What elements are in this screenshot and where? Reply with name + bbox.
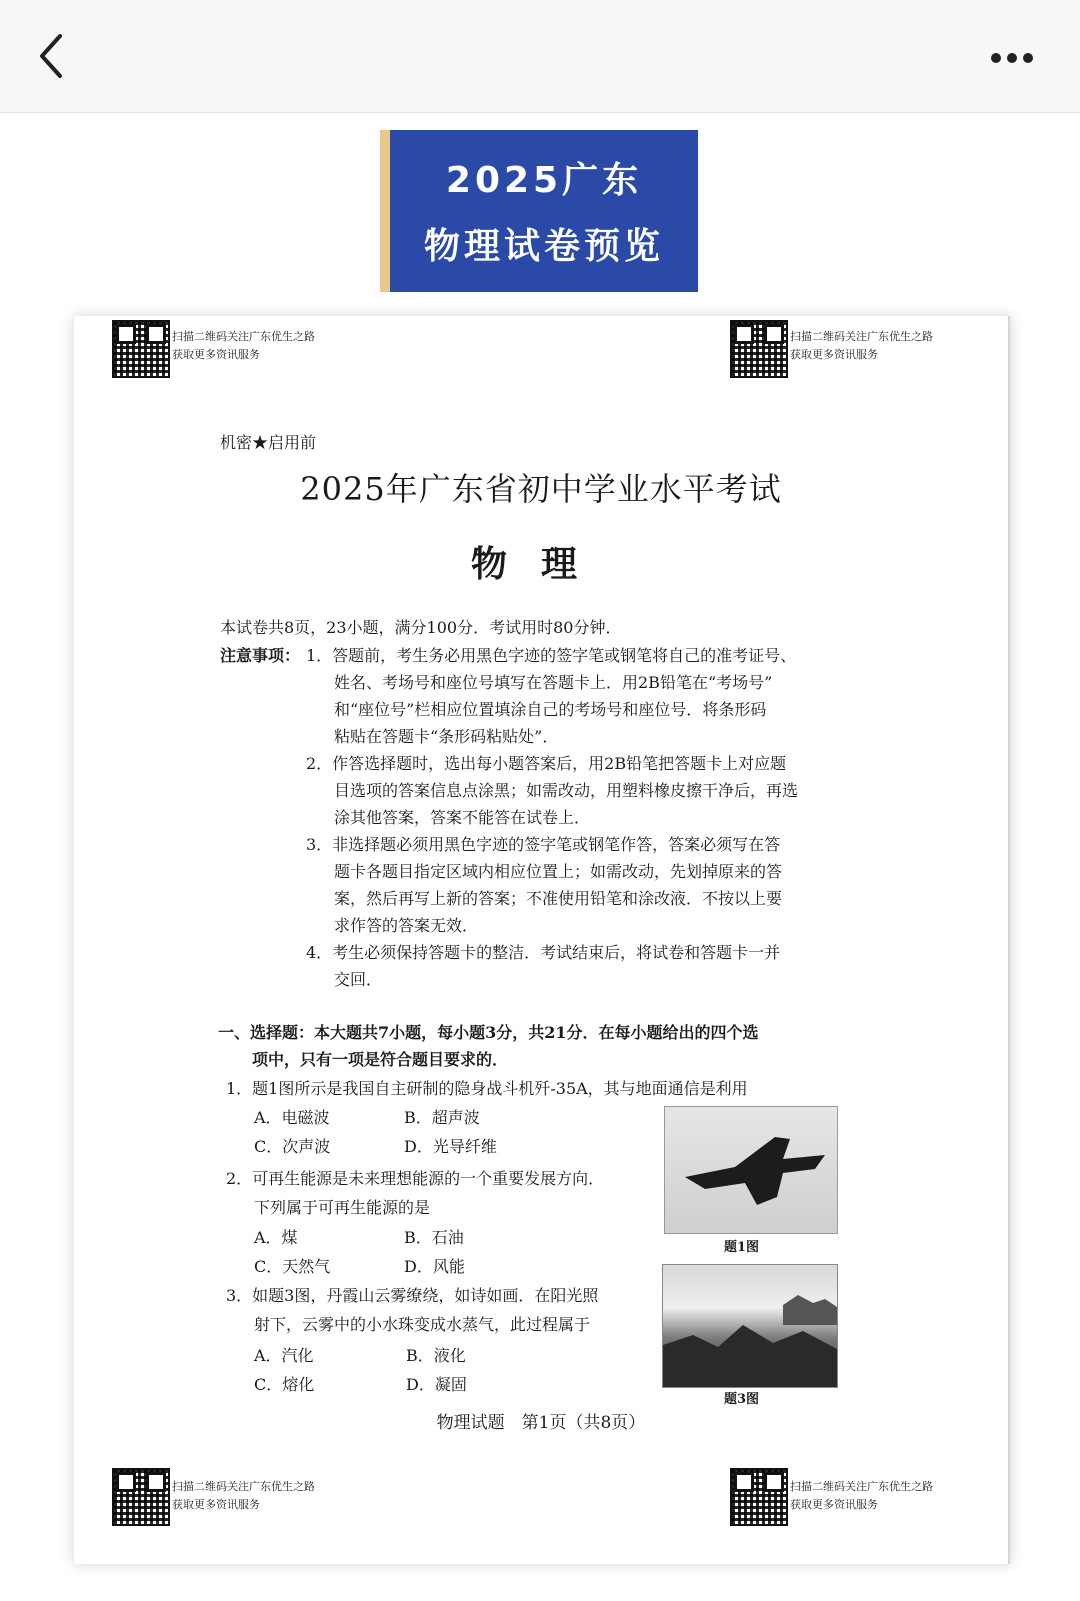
qr-code-icon — [730, 320, 788, 378]
q3-option-c: C．熔化 — [254, 1375, 315, 1394]
top-nav-bar — [0, 0, 1080, 113]
cover-banner — [380, 130, 698, 292]
qr-caption — [790, 328, 933, 364]
question-1-stem: 1．题1图所示是我国自主研制的隐身战斗机歼-35A，其与地面通信是利用 — [226, 1079, 748, 1098]
notice-line: 姓名、考场号和座位号填写在答题卡上．用2B铅笔在“考场号” — [334, 673, 773, 692]
q2-option-d: D．风能 — [404, 1257, 465, 1276]
notice-line: 求作答的答案无效． — [334, 916, 479, 935]
qr-code-icon — [112, 320, 170, 378]
qr-caption — [172, 328, 315, 364]
section-heading-cont: 项中，只有一项是符合题目要求的． — [252, 1050, 509, 1069]
notice-line: 1．答题前，考生务必用黑色字迹的签字笔或钢笔将自己的准考证号、 — [306, 646, 797, 665]
qr-caption-line2: 获取更多资讯服务 — [172, 1498, 260, 1511]
question-3-stem: 3．如题3图，丹霞山云雾缭绕，如诗如画．在阳光照 — [226, 1286, 599, 1305]
qr-caption-line2: 获取更多资讯服务 — [790, 1498, 878, 1511]
q3-option-a: A．汽化 — [254, 1346, 314, 1365]
q2-option-a: A．煤 — [254, 1228, 298, 1247]
cover-line-1: 2025广东 — [445, 160, 643, 201]
question-2-stem-cont: 下列属于可再生能源的是 — [254, 1198, 431, 1217]
q3-option-b: B．液化 — [406, 1346, 466, 1365]
mountain-cloud-figure — [662, 1264, 838, 1388]
figure-3-caption: 题3图 — [724, 1392, 760, 1407]
qr-caption-line2: 获取更多资讯服务 — [790, 348, 878, 361]
question-2-stem: 2．可再生能源是未来理想能源的一个重要发展方向． — [226, 1169, 605, 1188]
notice-line: 3．非选择题必须用黑色字迹的签字笔或钢笔作答，答案必须写在答 — [306, 835, 781, 854]
chevron-left-icon[interactable] — [34, 30, 74, 82]
figure-1-caption: 题1图 — [724, 1240, 760, 1255]
qr-caption — [172, 1478, 315, 1514]
exam-title: 2025年广东省初中学业水平考试 — [300, 470, 782, 508]
more-dots-icon[interactable] — [982, 38, 1042, 78]
q2-option-c: C．天然气 — [254, 1257, 331, 1276]
section-heading: 一、选择题：本大题共7小题，每小题3分，共21分．在每小题给出的四个选 — [218, 1023, 759, 1042]
qr-caption-line1: 扫描二维码关注广东优生之路 — [172, 1480, 315, 1493]
confidential-label: 机密★启用前 — [220, 433, 317, 452]
qr-caption-line1: 扫描二维码关注广东优生之路 — [790, 1480, 933, 1493]
exam-intro: 本试卷共8页，23小题，满分100分．考试用时80分钟． — [220, 618, 622, 637]
notice-line: 粘贴在答题卡“条形码粘贴处”． — [334, 727, 559, 746]
notice-line: 交回． — [334, 970, 383, 989]
qr-code-icon — [730, 1468, 788, 1526]
notice-line: 题卡各题目指定区域内相应位置上；如需改动，先划掉原来的答 — [334, 862, 783, 881]
q2-option-b: B．石油 — [404, 1228, 464, 1247]
q1-option-c: C．次声波 — [254, 1137, 331, 1156]
notice-line: 和“座位号”栏相应位置填涂自己的考场号和座位号．将条形码 — [334, 700, 767, 719]
qr-caption-line1: 扫描二维码关注广东优生之路 — [172, 330, 315, 343]
qr-code-icon — [112, 1468, 170, 1526]
question-3-stem-cont: 射下，云雾中的小水珠变成水蒸气，此过程属于 — [254, 1315, 591, 1334]
notice-line: 案，然后再写上新的答案；不准使用铅笔和涂改液．不按以上要 — [334, 889, 783, 908]
q1-option-d: D．光导纤维 — [404, 1137, 497, 1156]
qr-caption-line1: 扫描二维码关注广东优生之路 — [790, 330, 933, 343]
q3-option-d: D．凝固 — [406, 1375, 467, 1394]
fighter-jet-figure — [664, 1106, 838, 1234]
notice-line: 涂其他答案，答案不能答在试卷上． — [334, 808, 591, 827]
page-footer: 物理试题 第1页（共8页） — [436, 1413, 646, 1433]
q1-option-b: B．超声波 — [404, 1108, 480, 1127]
q1-option-a: A．电磁波 — [254, 1108, 330, 1127]
cover-line-2: 物理试卷预览 — [423, 226, 664, 267]
exam-subject: 物理 — [470, 543, 611, 585]
notice-line: 4．考生必须保持答题卡的整洁．考试结束后，将试卷和答题卡一并 — [306, 943, 781, 962]
qr-caption — [790, 1478, 933, 1514]
notice-line: 2．作答选择题时，选出每小题答案后，用2B铅笔把答题卡上对应题 — [306, 754, 787, 773]
notice-line: 目选项的答案信息点涂黑；如需改动，用塑料橡皮擦干净后，再选 — [334, 781, 799, 800]
qr-caption-line2: 获取更多资讯服务 — [172, 348, 260, 361]
notice-label: 注意事项： — [220, 646, 301, 665]
exam-paper-image[interactable] — [74, 316, 1010, 1564]
